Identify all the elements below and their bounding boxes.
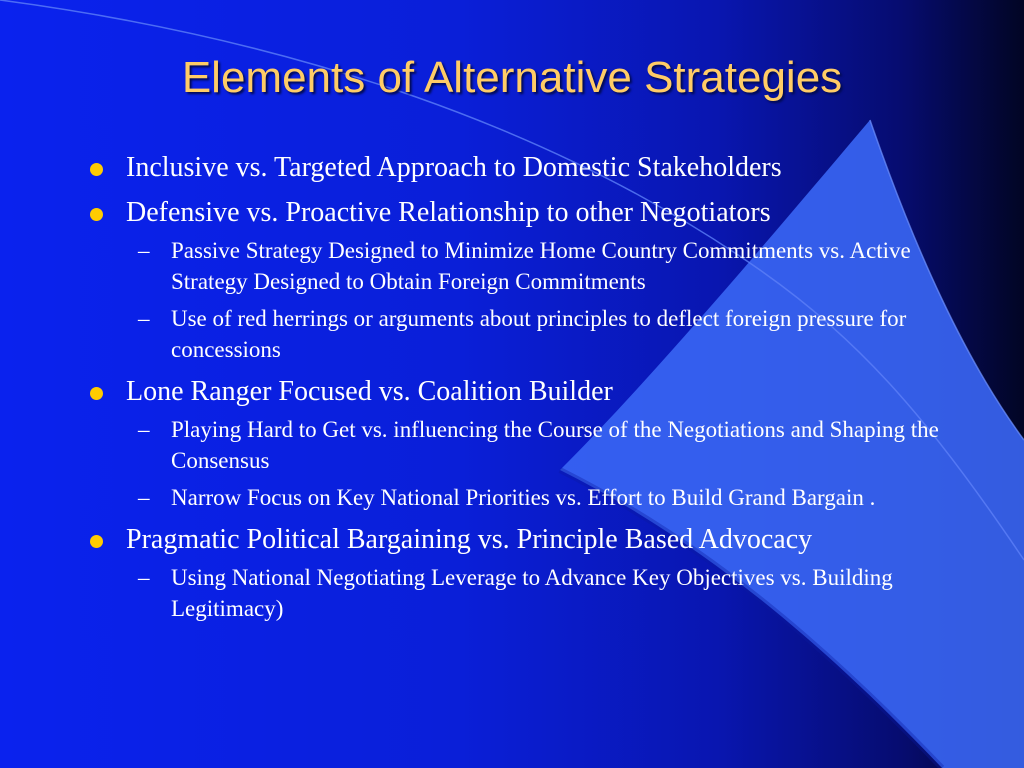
sub-bullet-item — [126, 303, 948, 365]
bullet-list — [88, 150, 948, 630]
sub-bullet-text: Passive Strategy Designed to Minimize Home Country Commitments vs. Active Strategy Designed to Obtain Foreign Commitments — [171, 238, 911, 294]
dash-marker: – — [138, 485, 150, 510]
dash-marker: – — [138, 306, 150, 331]
bullet-item — [88, 374, 948, 513]
bullet-dot-icon — [90, 535, 103, 548]
dash-marker: – — [138, 565, 150, 590]
bullet-dot-icon — [90, 208, 103, 221]
bullet-text: Defensive vs. Proactive Relationship to other Negotiators — [126, 197, 771, 228]
bullet-item — [88, 195, 948, 365]
sub-bullet-list — [126, 235, 948, 365]
sub-bullet-item — [126, 562, 948, 624]
bullet-item — [88, 522, 948, 624]
bullet-dot-icon — [90, 163, 103, 176]
bullet-text: Pragmatic Political Bargaining vs. Principle Based Advocacy — [126, 524, 813, 555]
sub-bullet-list — [126, 562, 948, 624]
sub-bullet-item — [126, 235, 948, 297]
slide-title: Elements of Alternative Strategies — [181, 53, 843, 102]
bullet-text: Inclusive vs. Targeted Approach to Domestic Stakeholders — [126, 152, 782, 183]
sub-bullet-text: Playing Hard to Get vs. influencing the Course of the Negotiations and Shaping the Consensus — [171, 417, 939, 473]
sub-bullet-text: Narrow Focus on Key National Priorities vs. Effort to Build Grand Bargain . — [171, 485, 876, 510]
dash-marker: – — [138, 238, 150, 263]
dash-marker: – — [138, 417, 150, 442]
sub-bullet-text: Using National Negotiating Leverage to Advance Key Objectives vs. Building Legitimacy) — [171, 565, 893, 621]
bullet-dot-icon — [90, 387, 103, 400]
sub-bullet-text: Use of red herrings or arguments about principles to deflect foreign pressure for concessions — [171, 306, 907, 362]
bullet-text: Lone Ranger Focused vs. Coalition Builder — [126, 376, 613, 407]
sub-bullet-item — [126, 482, 948, 513]
sub-bullet-item — [126, 414, 948, 476]
bullet-item — [88, 150, 948, 186]
sub-bullet-list — [126, 414, 948, 513]
